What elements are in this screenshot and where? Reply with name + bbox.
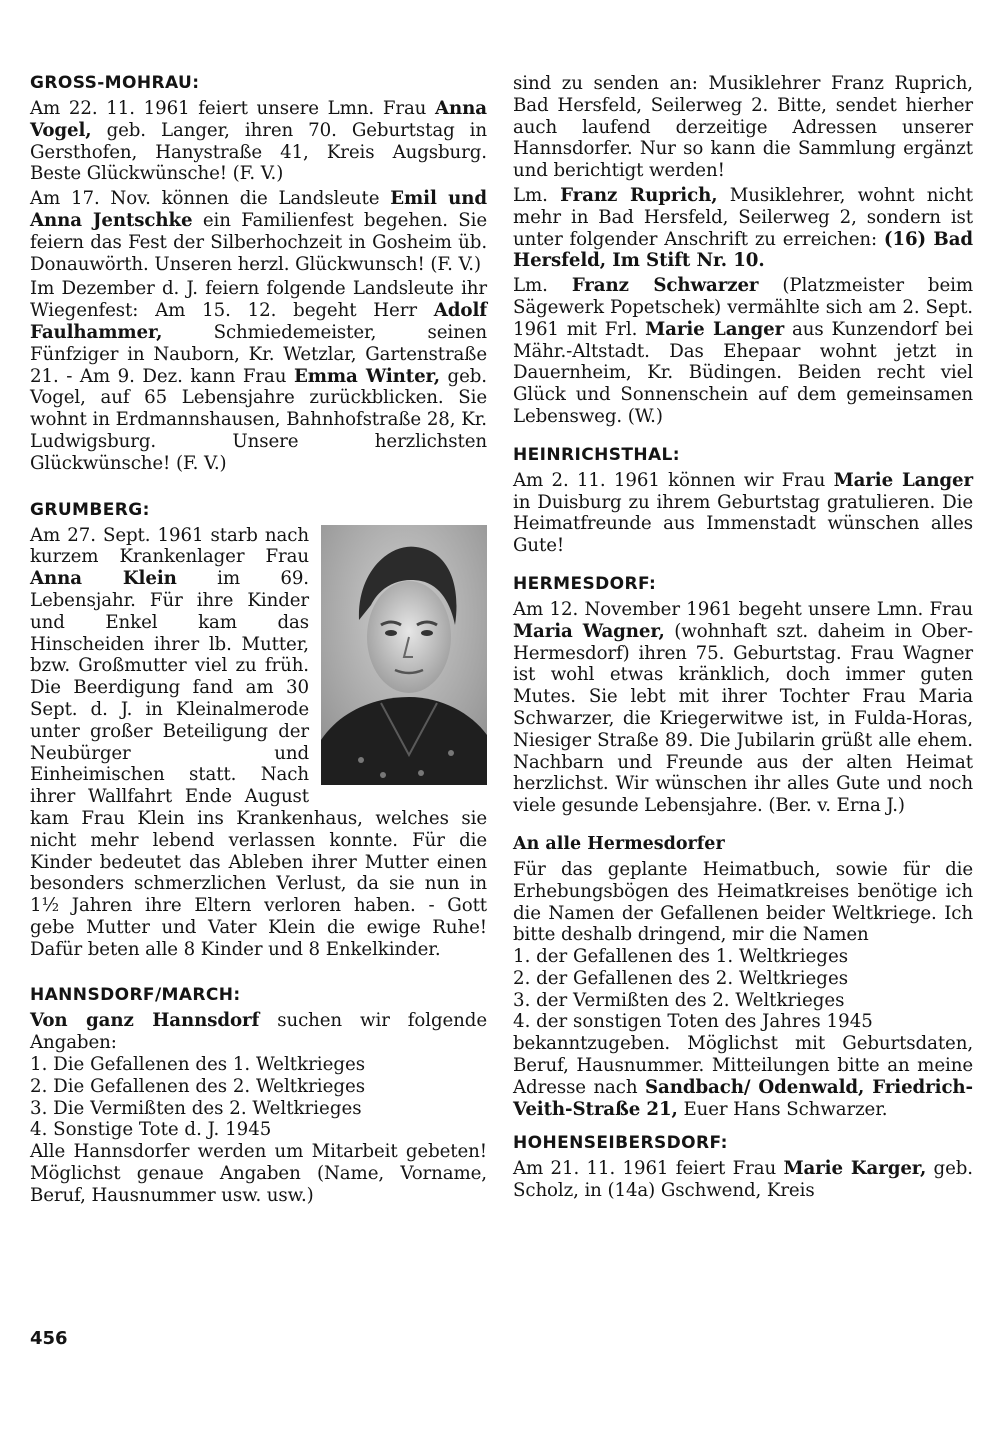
name-bold: Marie Langer <box>833 469 974 491</box>
text-run: Am 22. 11. 1961 feiert unsere Lmn. Frau <box>30 98 436 119</box>
list-item: 4. der sonstigen Toten des Jahres 1945 <box>513 1011 873 1033</box>
text-run: Im Dezember d. J. feiern folgende Landsleute ihr Wiegenfest: Am 15. 12. begeht Herr <box>30 278 487 322</box>
section-an-alle-hermesdorfer <box>513 834 973 1121</box>
section-heading: HANNSDORF/MARCH: <box>30 985 241 1006</box>
address-bold: Sandbach/ Odenwald, Friedrich-Veith-Straße 21, <box>513 1076 973 1120</box>
text-run: Schmiedemeister, seinen Fünfziger in Nauborn, Kr. Wetzlar, Gartenstraße 21. - Am 9. Dez. kann Frau <box>30 321 487 387</box>
text-run: Am 12. November 1961 begeht unsere Lmn. Frau <box>513 598 973 620</box>
text-run: (Platzmeister beim Sägewerk Popetschek) vermählte sich am 2. Sept. 1961 mit Frl. <box>513 275 973 340</box>
name-bold: Marie Langer <box>645 318 785 340</box>
portrait-photo <box>321 525 487 785</box>
text-run: Lm. <box>513 275 572 297</box>
text-run: (wohnhaft szt. daheim in Ober-Hermesdorf) ihren 75. Geburtstag. Frau Wagner ist wohl etwas kränklich, doch immer guten Mutes. Sie lebt mit ihrer Tochter Frau Maria Schwarzer, die Kriegerwitwe ist, in Fulda-Horas, Niesiger Straße 89. Die Jubilarin grüßt alle ehem. Nachbarn und Freunde aus der alten Heimat herzlichst. Wir wünschen ihr alles Gute und noch viele gesunde Lebensjahre. (Ber. v. Erna J.) <box>513 620 973 817</box>
name-bold: Anna Klein <box>30 568 177 590</box>
paragraph <box>30 1010 487 1054</box>
list-item: 2. der Gefallenen des 2. Weltkrieges <box>513 967 849 989</box>
paragraph: Alle Hannsdorfer werden um Mitarbeit gebeten! Möglichst genaue Angaben (Name, Vorname, Beruf, Hausnummer usw. usw.) <box>30 1141 487 1206</box>
list-item: 3. der Vermißten des 2. Weltkrieges <box>513 989 845 1011</box>
list-item: 2. Die Gefallenen des 2. Weltkrieges <box>30 1075 366 1097</box>
text-run: geb. Vogel, auf 65 Lebensjahre zurückblicken. Sie wohnt in Erdmannshausen, Bahnhofstraße 28, Kr. Ludwigsburg. Unsere herzlichsten Glückwünsche! (F. V.) <box>30 365 487 474</box>
name-bold: Emil und Anna Jentschke <box>30 188 487 231</box>
paragraph <box>30 188 487 275</box>
section-heading: GROSS-MOHRAU: <box>30 73 200 93</box>
text-run: geb. Scholz, in (14a) Gschwend, Kreis <box>513 1158 973 1202</box>
text-run: Lm. <box>513 184 561 206</box>
paragraph <box>513 185 973 272</box>
text-run: Am 17. Nov. können die Landsleute <box>30 188 391 210</box>
section-grumberg <box>30 500 487 961</box>
section-heading: HERMESDORF: <box>513 573 657 594</box>
paragraph <box>30 98 487 185</box>
section-gross-mohrau <box>30 73 487 475</box>
left-column <box>30 73 487 1210</box>
text-run: geb. Langer, ihren 70. Geburtstag in Gersthofen, Hanystraße 41, Kreis Augsburg. Beste Glückwünsche! (F. V.) <box>30 119 487 185</box>
name-bold: Anna Vogel, <box>30 98 487 141</box>
list-item: 1. Die Gefallenen des 1. Weltkrieges <box>30 1054 366 1076</box>
name-bold: Franz Ruprich, <box>560 184 718 206</box>
text-run: bekanntzugeben. Möglichst mit Geburtsdaten, Beruf, Hausnummer. Mitteilungen bitte an meine Adresse nach <box>513 1033 973 1098</box>
text-run: Am 27. Sept. 1961 starb nach kurzem Krankenlager Frau <box>30 524 309 568</box>
section-heading: GRUMBERG: <box>30 499 150 520</box>
portrait-image <box>321 525 487 785</box>
text-run: in Duisburg zu ihrem Geburtstag gratulieren. Die Heimatfreunde aus Immenstadt wünschen alles Gute! <box>513 491 973 557</box>
name-bold: Maria Wagner, <box>513 620 665 642</box>
section-hannsdorf-continued <box>513 73 973 428</box>
list-item: 3. Die Vermißten des 2. Weltkrieges <box>30 1097 362 1119</box>
page-number: 456 <box>30 1328 68 1349</box>
list-item: 4. Sonstige Tote d. J. 1945 <box>30 1119 272 1141</box>
section-hohenseibersdorf <box>513 1133 973 1202</box>
paragraph <box>513 1158 973 1202</box>
paragraph <box>513 1033 973 1120</box>
text-run: im 69. Lebensjahr. Für ihre Kinder und Enkel kam das Hinscheiden ihrer lb. Mutter, bzw. Großmutter viel zu früh. Die Beerdigung fand am 30 Sept. d. J. in Kleinalmerode unter großer Beteiligung der Neubürger und Einheimischen statt. Nach ihrer Wallfahrt Ende August kam Frau Klein ins Krankenhaus, welches sie nicht mehr lebend verlassen konnte. Für die Kinder bedeutet das Ableben ihrer Mutter einen besonders schmerzlichen Verlust, da sie nun in 1½ Jahren ihre Eltern verloren haben. - Gott gebe Mutter und Vater Klein die ewige Ruhe! Dafür beten alle 8 Kinder und 8 Enkelkinder. <box>30 568 487 960</box>
text-run: Am 21. 11. 1961 feiert Frau <box>513 1158 784 1180</box>
text-run: aus Kunzendorf bei Mähr.-Altstadt. Das Ehepaar wohnt jetzt in Dauernheim, Kr. Büdingen. Beiden recht viel Glück und Sonnenschein auf dem gemeinsamen Lebensweg. (W.) <box>513 318 974 427</box>
paragraph: Für das geplante Heimatbuch, sowie für die Erhebungsbögen des Heimatkreises benötige ich die Namen der Gefallenen beider Weltkriege. Ich bitte deshalb dringend, mir die Namen <box>513 858 973 946</box>
address-bold: (16) Bad Hersfeld, Im Stift Nr. 10. <box>513 228 973 272</box>
text-run: Euer Hans Schwarzer. <box>677 1098 888 1120</box>
paragraph <box>513 470 973 557</box>
text-run: Musiklehrer, wohnt nicht mehr in Bad Hersfeld, Seilerweg 2, sondern ist unter folgender Anschrift zu erreichen: <box>513 184 973 250</box>
name-bold: Marie Karger, <box>783 1158 927 1180</box>
paragraph <box>30 278 487 474</box>
section-hannsdorf <box>30 985 487 1206</box>
text-run: Am 2. 11. 1961 können wir Frau <box>513 469 834 491</box>
section-heading: HOHENSEIBERSDORF: <box>513 1133 728 1154</box>
list-item: 1. der Gefallenen des 1. Weltkrieges <box>513 946 849 968</box>
paragraph <box>513 599 973 817</box>
text-run: ein Familienfest begehen. Sie feiern das Fest der Silberhochzeit in Gosheim üb. Donauwörth. Unseren herzl. Glückwunsch! (F. V.) <box>30 209 488 275</box>
section-heinrichsthal <box>513 445 973 557</box>
section-heading: HEINRICHSTHAL: <box>513 444 680 465</box>
section-heading: An alle Hermesdorfer <box>513 833 725 854</box>
name-bold: Franz Schwarzer <box>571 275 759 297</box>
text-run: suchen wir folgende Angaben: <box>30 1010 488 1054</box>
paragraph: sind zu senden an: Musiklehrer Franz Ruprich, Bad Hersfeld, Seilerweg 2. Bitte, sendet hierher auch laufend derzeitige Adressen unserer Hannsdorfer. Nur so kann die Sammlung ergänzt und berichtigt werden! <box>513 73 973 182</box>
name-bold: Adolf Faulhammer, <box>30 300 487 343</box>
section-hermesdorf <box>513 574 973 817</box>
right-column <box>513 73 973 1205</box>
name-bold: Von ganz Hannsdorf <box>30 1010 260 1032</box>
name-bold: Emma Winter, <box>293 365 440 387</box>
paragraph <box>513 275 973 428</box>
